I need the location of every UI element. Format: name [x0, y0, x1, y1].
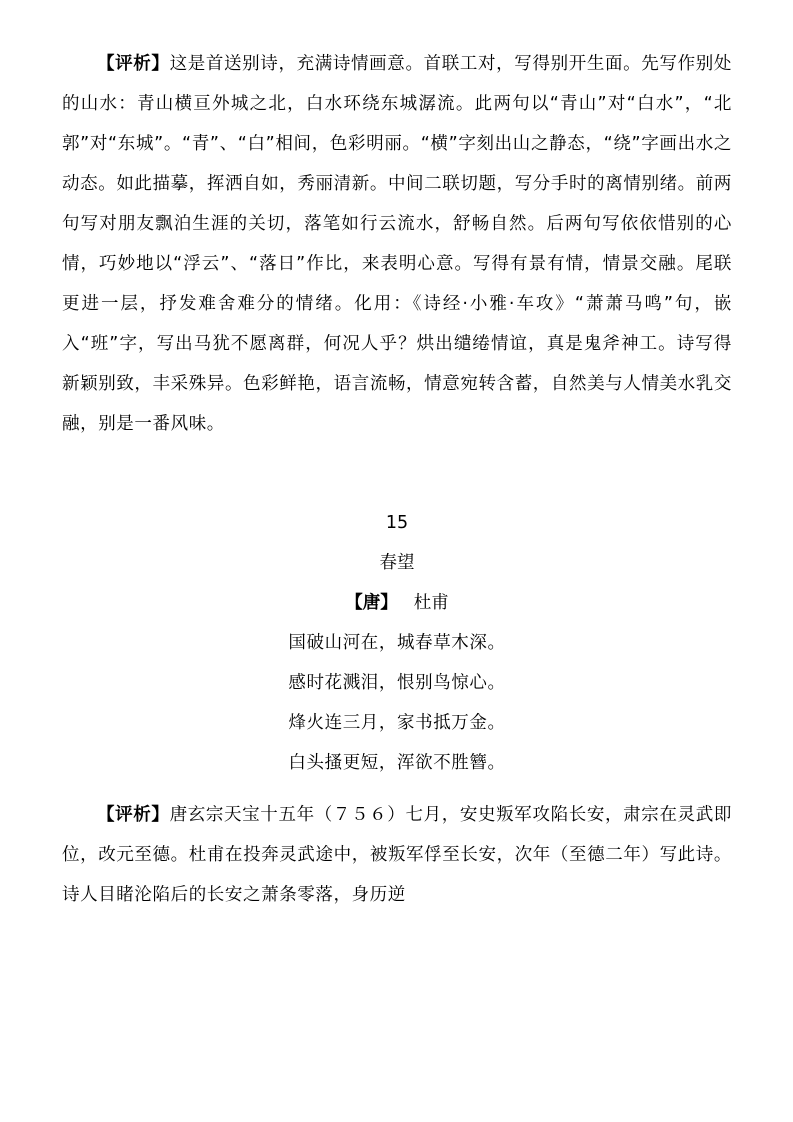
poem-title: 春望: [379, 553, 415, 573]
analysis-text-1: 这是首送别诗，充满诗情画意。首联工对，写得别开生面。先写作别处的山水：青山横亘外城之北，白水环绕东城潺流。此两句以“青山”对“白水”，“北郭”对“东城”。“青”、“白”相间，色彩明丽。“横”字刻出山之静态，“绕”字画出水之动态。如此描摹，挥洒自如，秀丽清新。中间二联切题，写分手时的离情别绪。前两句写对朋友飘泊生涯的关切，落笔如行云流水，舒畅自然。后两句写依依惜别的心情，巧妙地以“浮云”、“落日”作比，来表明心意。写得有景有情，情景交融。尾联更进一层，抒发难舍难分的情绪。化用：《诗经·小雅·车攻》“萧萧马鸣”句，嵌入“班”字，写出马犹不愿离群，何况人乎？烘出缱绻情谊，真是鬼斧神工。诗写得新颖别致，丰采殊异。色彩鲜艳，语言流畅，情意宛转含蓄，自然美与人情美水乳交融，别是一番风味。: [62, 54, 732, 434]
poem-line: 国破山河在，城春草木深。: [288, 633, 506, 653]
analysis-label-2: 【评析】: [97, 805, 170, 825]
poem-line: 感时花溅泪，恨别鸟惊心。: [288, 673, 506, 693]
poem-section: [62, 444, 732, 783]
analysis-paragraph-2: [62, 783, 732, 915]
poem-line: 白头搔更短，浑欲不胜簪。: [288, 753, 506, 773]
poem-author: 杜甫: [413, 593, 449, 613]
poem-byline: [62, 583, 732, 623]
poem-dynasty: 【唐】: [345, 593, 398, 613]
poem-line: 烽火连三月，家书抵万金。: [288, 713, 506, 733]
analysis-label-1: 【评析】: [97, 54, 170, 74]
page-content: [62, 44, 732, 915]
analysis-text-2: 唐玄宗天宝十五年（７５６）七月，安史叛军攻陷长安，肃宗在灵武即位，改元至德。杜甫在投奔灵武途中，被叛军俘至长安，次年（至德二年）写此诗。诗人目睹沦陷后的长安之萧条零落，身历逆: [62, 805, 732, 905]
analysis-paragraph-1: [62, 44, 732, 444]
poem-number: 15: [385, 513, 409, 533]
